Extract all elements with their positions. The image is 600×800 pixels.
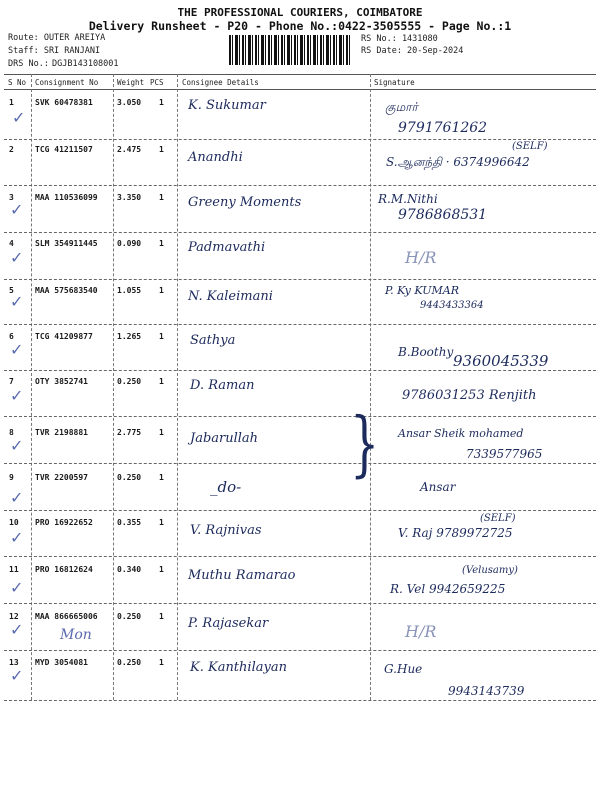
row-consignee: Anandhi [188,150,243,165]
column-divider [113,74,114,700]
row-pcs: 1 [159,193,164,202]
row-pcs: 1 [159,473,164,482]
row-weight: 0.250 [117,473,142,482]
row-weight: 2.775 [117,428,142,437]
row-consignment: SLM 354911445 [35,239,98,248]
check-mark: ✓ [10,488,24,507]
column-divider [370,74,371,700]
row-signature-phone: S.ஆனந்தி · 6374996642 [386,155,530,169]
column-header-signature: Signature [374,78,415,87]
check-mark: ✓ [10,528,24,547]
row-consignment: PRO 16922652 [35,518,93,527]
row-consignee: Padmavathi [188,240,266,255]
row-divider [4,700,596,701]
row-signature: குமார் [385,100,418,114]
barcode-image [229,35,352,65]
check-mark: ✓ [12,108,26,127]
column-divider [177,74,178,700]
runsheet-title: Delivery Runsheet - P20 - Phone No.:0422-3505555 - Page No.:1 [88,19,512,33]
row-weight: 3.350 [117,193,142,202]
row-pcs: 1 [159,518,164,527]
row-consignee: K. Kanthilayan [190,660,287,675]
column-header-consignment: Consignment No [35,78,99,87]
company-title: THE PROFESSIONAL COURIERS, COIMBATORE [177,6,423,19]
row-sno: 13 [9,658,19,667]
row-consignment: TVR 2200597 [35,473,88,482]
row-signature-phone: 9943143739 [448,684,525,698]
row-signature-phone: V. Raj 9789972725 [398,526,513,540]
row-consignee: _do- [210,478,242,496]
row-weight: 0.355 [117,518,142,527]
row-sno: 9 [9,473,14,482]
header-bottom-rule [4,89,596,90]
row-consignment: MAA 575683540 [35,286,98,295]
row-weight: 0.250 [117,612,142,621]
rs-number: RS No.: 1431080 [361,34,438,44]
check-mark: ✓ [10,248,24,267]
row-divider [4,416,596,417]
check-mark: ✓ [10,620,24,639]
row-consignee: Greeny Moments [188,195,302,210]
row-weight: 1.265 [117,332,142,341]
row-consignment: OTY 3852741 [35,377,88,386]
row-consignment: TVR 2198881 [35,428,88,437]
drs-value: DGJB143108001 [52,59,119,69]
row-consignee: N. Kaleimani [188,289,273,304]
row-signature-note: (SELF) [480,513,516,524]
row-sno: 12 [9,612,19,621]
column-header-consignee: Consignee Details [182,78,259,87]
row-divider [4,650,596,651]
row-signature-note: (Velusamy) [462,565,518,576]
row-sno: 1 [9,98,14,107]
row-consignment: MAA 866665006 [35,612,98,621]
check-mark: ✓ [10,386,24,405]
check-mark: ✓ [10,292,24,311]
row-signature: G.Hue [384,662,423,676]
row-sno: 2 [9,145,14,154]
row-weight: 3.050 [117,98,142,107]
row-pcs: 1 [159,145,164,154]
handwritten-note: Mon [60,627,92,643]
row-divider [4,510,596,511]
row-weight: 0.250 [117,658,142,667]
row-divider [4,324,596,325]
row-consignee: Muthu Ramarao [188,568,296,583]
row-consignee: V. Rajnivas [190,523,262,538]
row-signature: B.Boothy [398,345,454,359]
row-divider [4,185,596,186]
route-text: Route: OUTER AREIYA [8,33,106,43]
column-divider [31,74,32,700]
row-signature: Ansar Sheik mohamed [398,427,524,440]
row-signature-phone: 9443433364 [420,300,484,311]
row-sno: 11 [9,565,19,574]
row-signature-phone: 9786868531 [398,207,488,223]
row-consignment: MAA 110536099 [35,193,98,202]
row-divider [4,463,596,464]
header-top-rule [4,74,596,75]
row-weight: 0.340 [117,565,142,574]
row-divider [4,556,596,557]
column-header-weight: Weight [117,78,145,87]
curly-brace-mark: } [350,401,380,485]
row-signature-remark: H/R [405,622,437,641]
row-sno: 4 [9,239,14,248]
row-signature-remark: H/R [405,248,437,267]
row-consignee: Jabarullah [190,431,259,446]
row-consignee: D. Raman [190,378,255,393]
row-divider [4,279,596,280]
row-pcs: 1 [159,612,164,621]
row-signature-phone: 7339577965 [466,447,543,461]
check-mark: ✓ [10,340,24,359]
row-pcs: 1 [159,286,164,295]
row-signature-phone: 9360045339 [453,352,549,370]
row-sno: 10 [9,518,19,527]
row-signature: P. Ky KUMAR [385,284,459,297]
row-divider [4,603,596,604]
row-pcs: 1 [159,239,164,248]
row-consignment: SVK 60478381 [35,98,93,107]
row-signature: Ansar [420,480,456,494]
row-consignment: PRO 16812624 [35,565,93,574]
column-header-sno: S No [8,78,27,87]
row-consignee: Sathya [190,333,236,348]
rs-date: RS Date: 20-Sep-2024 [361,46,464,56]
row-pcs: 1 [159,428,164,437]
row-consignment: MYD 3054081 [35,658,88,667]
row-signature-phone: 9791761262 [398,120,488,136]
row-consignment: TCG 41211507 [35,145,93,154]
row-signature-phone: 9786031253 Renjith [402,388,537,403]
row-consignment: TCG 41209877 [35,332,93,341]
row-signature-note: (SELF) [512,141,548,152]
row-sno: 5 [9,286,14,295]
row-weight: 0.250 [117,377,142,386]
row-divider [4,370,596,371]
row-weight: 2.475 [117,145,142,154]
row-signature: R.M.Nithi [378,192,438,206]
row-divider [4,139,596,140]
row-divider [4,232,596,233]
row-signature-phone: R. Vel 9942659225 [390,582,506,596]
staff-text: Staff: SRI RANJANI [8,46,101,56]
row-consignee: K. Sukumar [188,98,266,113]
row-sno: 3 [9,193,14,202]
row-pcs: 1 [159,98,164,107]
row-weight: 1.055 [117,286,142,295]
column-header-pcs: PCS [150,78,164,87]
row-sno: 7 [9,377,14,386]
check-mark: ✓ [10,578,24,597]
row-pcs: 1 [159,565,164,574]
row-pcs: 1 [159,377,164,386]
check-mark: ✓ [10,200,24,219]
drs-label: DRS No.: [8,59,49,69]
row-sno: 8 [9,428,14,437]
row-pcs: 1 [159,332,164,341]
check-mark: ✓ [10,436,24,455]
row-weight: 0.090 [117,239,142,248]
row-pcs: 1 [159,658,164,667]
row-consignee: P. Rajasekar [188,616,269,631]
check-mark: ✓ [10,666,24,685]
row-sno: 6 [9,332,14,341]
